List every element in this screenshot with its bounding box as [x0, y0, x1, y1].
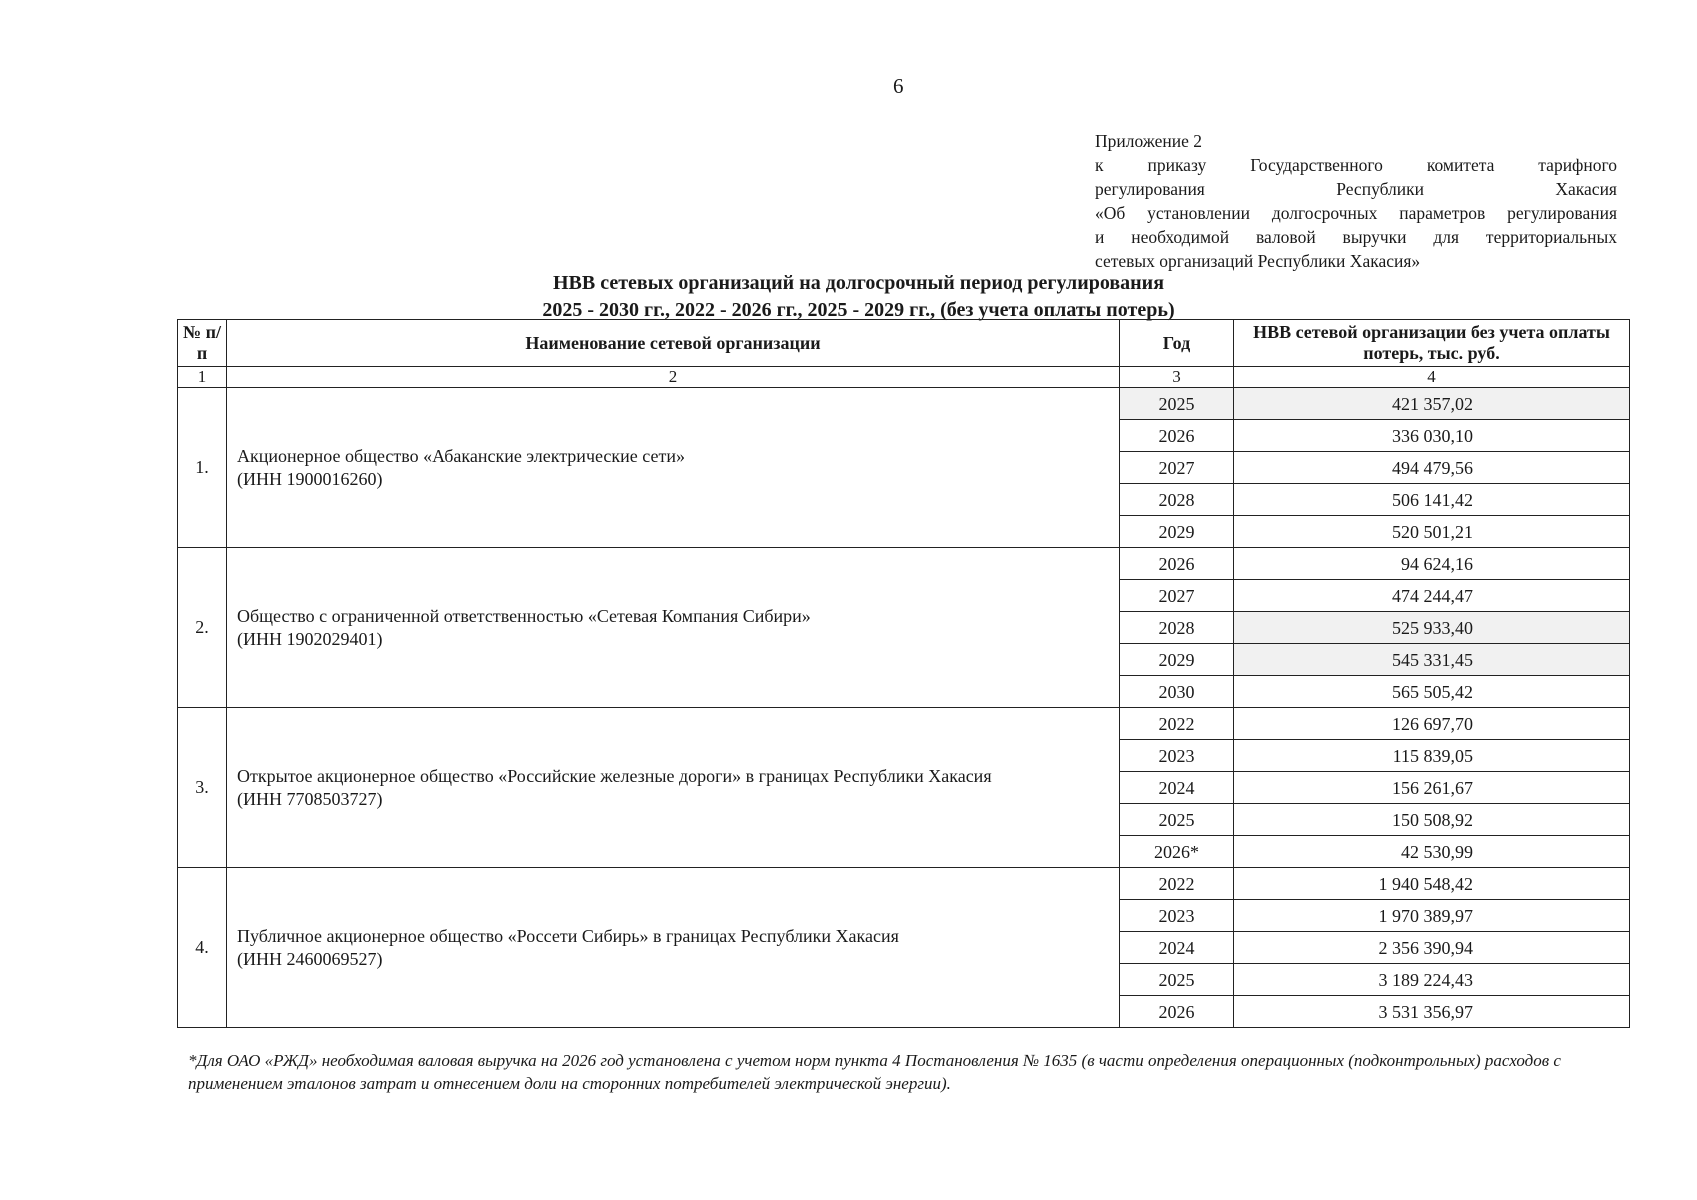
year-cell: 2030: [1120, 676, 1234, 708]
value-cell: 506 141,42: [1234, 484, 1630, 516]
year-cell: 2028: [1120, 484, 1234, 516]
header-name: Наименование сетевой организации: [227, 320, 1120, 367]
value-cell: 565 505,42: [1234, 676, 1630, 708]
year-cell: 2023: [1120, 740, 1234, 772]
value-cell: 1 940 548,42: [1234, 868, 1630, 900]
footnote: *Для ОАО «РЖД» необходимая валовая выручка на 2026 год установлена с учетом норм пункта 4 Постановления № 1635 (в части определения операционных (подконтрольных) расходов с применением эталонов затрат и отнесением доли на сторонних потребителей электрической энергии).: [188, 1051, 1561, 1093]
org-index: 2.: [178, 548, 227, 708]
org-inn: (ИНН 1900016260): [237, 468, 383, 489]
org-name-cell: [227, 388, 1120, 548]
year-cell: 2028: [1120, 612, 1234, 644]
org-index: 3.: [178, 708, 227, 868]
appendix-line: сетевых организаций Республики Хакасия»: [1095, 251, 1421, 271]
appendix-line: регулирования Республики Хакасия: [1095, 179, 1617, 199]
org-name-cell: [227, 708, 1120, 868]
year-cell: 2027: [1120, 452, 1234, 484]
year-cell: 2025: [1120, 804, 1234, 836]
year-cell: 2025: [1120, 388, 1234, 420]
org-inn: (ИНН 7708503727): [237, 788, 383, 809]
header-year: Год: [1120, 320, 1234, 367]
document-title: [0, 270, 1697, 324]
value-cell: 520 501,21: [1234, 516, 1630, 548]
year-cell: 2022: [1120, 708, 1234, 740]
value-cell: 3 531 356,97: [1234, 996, 1630, 1028]
column-number-row: [178, 367, 1630, 388]
org-index: 1.: [178, 388, 227, 548]
table-row: [178, 868, 1630, 900]
year-cell: 2023: [1120, 900, 1234, 932]
table-row: [178, 548, 1630, 580]
org-name: Открытое акционерное общество «Российские железные дороги» в границах Республики Хакасия: [237, 765, 992, 786]
value-cell: 115 839,05: [1234, 740, 1630, 772]
value-cell: 1 970 389,97: [1234, 900, 1630, 932]
year-cell: 2026: [1120, 996, 1234, 1028]
year-cell: 2029: [1120, 516, 1234, 548]
column-number: 1: [178, 367, 227, 388]
column-number: 3: [1120, 367, 1234, 388]
table-row: [178, 708, 1630, 740]
value-cell: 421 357,02: [1234, 388, 1630, 420]
year-cell: 2027: [1120, 580, 1234, 612]
value-cell: 494 479,56: [1234, 452, 1630, 484]
org-inn: (ИНН 2460069527): [237, 948, 383, 969]
column-number: 4: [1234, 367, 1630, 388]
value-cell: 42 530,99: [1234, 836, 1630, 868]
title-line: 2025 - 2030 гг., 2022 - 2026 гг., 2025 - 2029 гг., (без учета оплаты потерь): [542, 299, 1175, 321]
appendix-header: [1095, 129, 1617, 273]
header-num: № п/п: [178, 320, 227, 367]
appendix-line: Приложение 2: [1095, 131, 1203, 151]
year-cell: 2025: [1120, 964, 1234, 996]
org-index: 4.: [178, 868, 227, 1028]
org-name-cell: [227, 868, 1120, 1028]
year-cell: 2026: [1120, 420, 1234, 452]
value-cell: 474 244,47: [1234, 580, 1630, 612]
header-value: НВВ сетевой организации без учета оплаты потерь, тыс. руб.: [1234, 320, 1630, 367]
value-cell: 3 189 224,43: [1234, 964, 1630, 996]
org-name: Акционерное общество «Абаканские электрические сети»: [237, 445, 685, 466]
org-name: Публичное акционерное общество «Россети Сибирь» в границах Республики Хакасия: [237, 925, 899, 946]
value-cell: 525 933,40: [1234, 612, 1630, 644]
appendix-line: и необходимой валовой выручки для территориальных: [1095, 227, 1617, 247]
org-name: Общество с ограниченной ответственностью «Сетевая Компания Сибири»: [237, 605, 811, 626]
value-cell: 126 697,70: [1234, 708, 1630, 740]
appendix-line: «Об установлении долгосрочных параметров регулирования: [1095, 203, 1617, 223]
value-cell: 545 331,45: [1234, 644, 1630, 676]
year-cell: 2022: [1120, 868, 1234, 900]
year-cell: 2024: [1120, 772, 1234, 804]
year-cell: 2026*: [1120, 836, 1234, 868]
org-inn: (ИНН 1902029401): [237, 628, 383, 649]
header-row: [178, 320, 1630, 367]
value-cell: 2 356 390,94: [1234, 932, 1630, 964]
title-line: НВВ сетевых организаций на долгосрочный период регулирования: [552, 272, 1165, 294]
value-cell: 336 030,10: [1234, 420, 1630, 452]
year-cell: 2024: [1120, 932, 1234, 964]
column-number: 2: [227, 367, 1120, 388]
appendix-line: к приказу Государственного комитета тарифного: [1095, 155, 1617, 175]
value-cell: 150 508,92: [1234, 804, 1630, 836]
year-cell: 2026: [1120, 548, 1234, 580]
value-cell: 94 624,16: [1234, 548, 1630, 580]
org-name-cell: [227, 548, 1120, 708]
page-number: 6: [893, 74, 904, 98]
nvv-table: [177, 319, 1630, 1028]
table-row: [178, 388, 1630, 420]
value-cell: 156 261,67: [1234, 772, 1630, 804]
year-cell: 2029: [1120, 644, 1234, 676]
